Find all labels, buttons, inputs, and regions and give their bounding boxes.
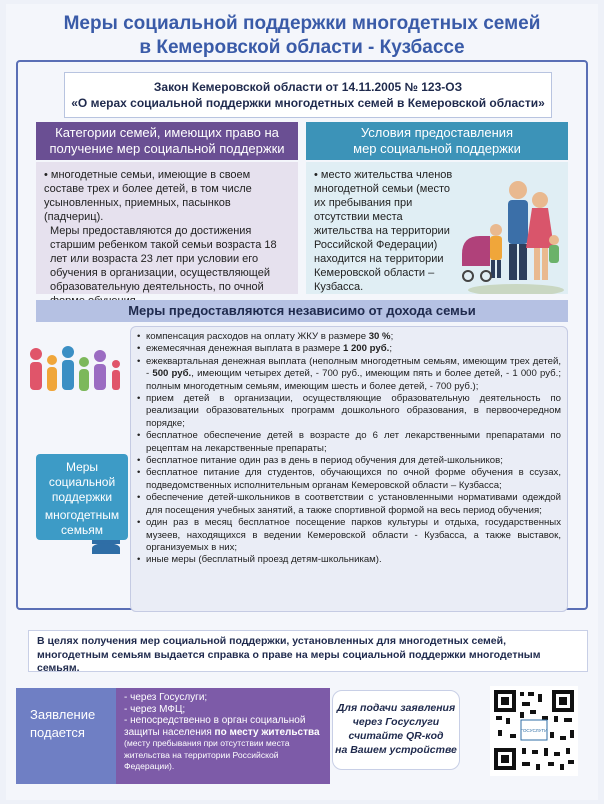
stroller <box>462 236 490 254</box>
measures-list <box>130 326 568 612</box>
side-label: Меры социальной поддержки многодетным семьям <box>36 454 128 540</box>
categories-heading: Категории семей, имеющих право на получение мер социальной поддержки <box>36 122 298 160</box>
conditions-heading: Условия предоставления мер социальной поддержки <box>306 122 568 160</box>
qr-code[interactable] <box>490 686 578 776</box>
father-head <box>509 181 527 199</box>
income-independent-banner: Меры предоставляются независимо от дохода семьи <box>36 300 568 322</box>
father-body <box>508 200 528 244</box>
law-reference: Закон Кемеровской области от 14.11.2005 № 123-ОЗ «О мерах социальной поддержки многодетных семей в Кемеровской области» <box>64 72 552 118</box>
categories-text: • многодетные семьи, имеющие в своем составе трех и более детей, в том числе усыновленных, приемных, пасынков (падчериц). Меры предоставляются до достижения старшим ребенком такой семьи возраста 18 лет или возраста 23 лет при условии его обучения в организации, осуществляющей образовательную деятельность, по очной <box>36 162 298 294</box>
measure-item: • бесплатное обеспечение детей в возрасте до 6 лет лекарственными препаратами по рецептам на лекарственные препараты; <box>137 430 561 455</box>
application-channels <box>116 688 330 784</box>
measure-item: • иные меры (бесплатный проезд детям-школьникам). <box>137 554 561 566</box>
measure-item: • ежемесячная денежная выплата в размере 1 200 руб.; <box>137 343 561 355</box>
qr-instruction: Для подачи заявления через Госуслуги считайте QR-код на Вашем устройстве <box>332 690 460 770</box>
family-illustration <box>456 170 566 294</box>
mother-head <box>532 192 548 208</box>
application-label: Заявление подается <box>16 688 118 784</box>
qr-caption: ГОСУСЛУГИ <box>520 728 548 733</box>
measure-item: • один раз в месяц бесплатное посещение парков культуры и отдыха, государственных музеев, находящихся в ведении Кемеровской области - Кузбасса, а также выставок, организуемых в них; <box>137 517 561 554</box>
measure-item: • ежеквартальная денежная выплата (неполным многодетным семьям, имеющим трех детей, - 500 руб., имеющим четырех детей, - 700 руб., имеющим пять и более детей, - 1 000 руб.; полным многодетным семьям, имеющим шесть и более детей, - 700 руб.); <box>137 356 561 393</box>
conditions-text: • место жительства членов многодетной семьи (место их пребывания при отсутствии места жительства на территории Российской Федерации) находится на территории Кемеровской области – Кузбасса. <box>306 162 568 294</box>
channel-gosuslugi: - через Госуслуги; <box>124 692 208 703</box>
measure-item: • бесплатное питание для студентов, обучающихся по очной форме обучения в ссузах, подведомственных исполнительным органам Кемеровской области – Кузбасса; <box>137 467 561 492</box>
measure-item: • обеспечение детей-школьников в соответствии с установленными нормативами одеждой для посещения учебных занятий, а также спортивной формой на весь период обучения; <box>137 492 561 517</box>
measure-item: • бесплатное питание один раз в день в период обучения для детей-школьников; <box>137 455 561 467</box>
page-title: Меры социальной поддержки многодетных семей в Кемеровской области - Кузбассе <box>63 13 541 58</box>
channel-mfc: - через МФЦ; <box>124 703 186 715</box>
certificate-note: В целях получения мер социальной поддержки, установленных для многодетных семей, многодетным семьям выдается справка о праве на меры социальной поддержки многодетным семьям. <box>28 630 588 672</box>
measure-item: • прием детей в организации, осуществляющие образовательную деятельность по реализации образовательных программ дошкольного образования, в первоочередном порядке; <box>137 393 561 430</box>
channel-social-office: - непосредственно в орган социальной защиты населения по месту жительства (месту пребывания при отсутствии места жительства на территории Российской Федерации). <box>124 715 320 771</box>
measure-item: • компенсация расходов на оплату ЖКУ в размере 30 %; <box>137 331 561 343</box>
child-head <box>490 224 502 236</box>
poster <box>6 4 598 800</box>
